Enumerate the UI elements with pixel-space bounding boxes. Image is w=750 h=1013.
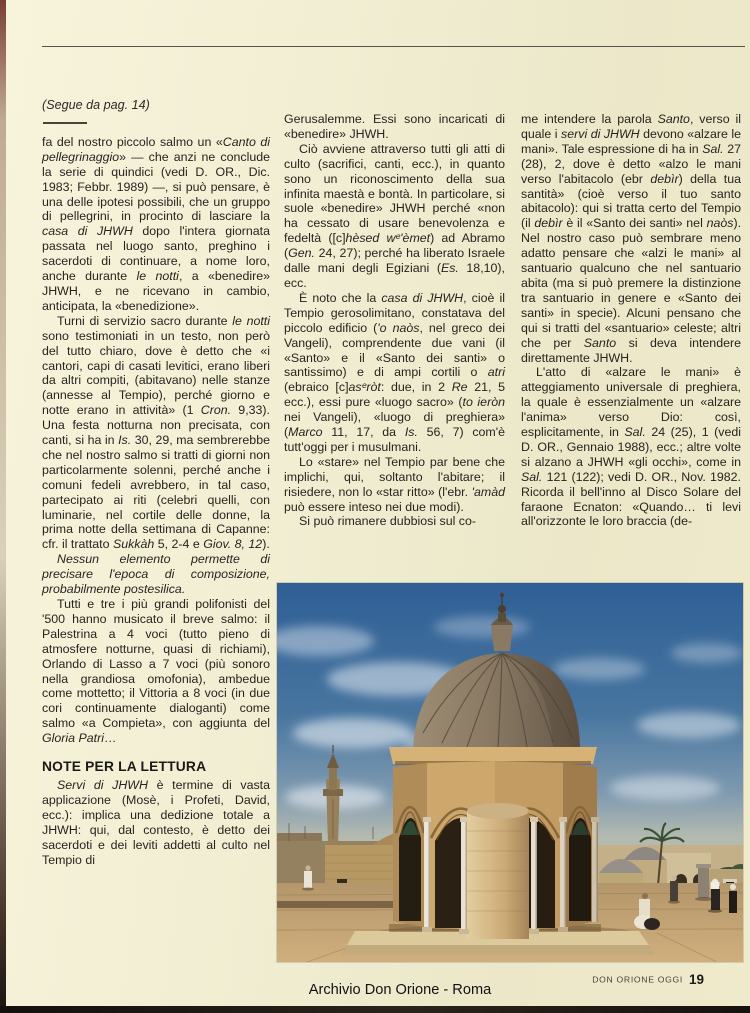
paragraph: Lo «stare» nel Tempio par bene che implichi, qui, soltanto l'abitare; il risiedere, non lo «star ritto» (l'ebr. 'amàd può essere inteso nei due modi). [284, 454, 505, 514]
column-left [42, 98, 270, 867]
paragraph: Tutti e tre i più grandi polifonisti del '500 hanno musicato il breve salmo: il Palestrina a 4 voci (tutto pieno di atmosfere notturne, quasi di richiami), Orlando di Lasso a 7 voci (più sonoro nella grandiosa omofonia), ambedue come mottetto; il Vittoria a 8 voci (in due cori continuamente dialoganti) come salmo «a Compieta», con aggiunta del Gloria Patri… [42, 597, 270, 746]
paragraph: Turni di servizio sacro durante le notti sono testimoniati in un testo, non però del tutto chiaro, dove è detto che «i cantori, capi di casati levitici, erano liberi da altri compiti, (abitavano) nelle stanze (annesse al Tempio), perché giorno e notte erano in attività» (1 Cron. 9,33). Una festa notturna non precisata, con canti, si ha in Is. 30, 29, ma sembrerebbe che nel nostro salmo si tratti di giorni non particolarmente solenni, perché anche i comuni fedeli avrebbero, in tal caso, partecipato ai riti (celebri quelli, con luminarie, nel cortile delle donne, la prima notte della settimana di Capanne: cfr. il trattato Sukkàh 5, 2-4 e Giov. 8, 12). [42, 313, 270, 552]
scan-edge-bottom [0, 1006, 750, 1013]
paragraph-italic: Nessun elemento permette di precisare l'epoca di composizione, probabilmente postesilica. [42, 552, 270, 597]
archive-caption: Archivio Don Orione - Roma [308, 982, 492, 998]
paragraph: L'atto di «alzare le mani» è atteggiamento universale di preghiera, la quale è essenzialmente un «alzare l'anima» verso Dio: così, esplicitamente, in Sal. 24 (25), 1 (vedi D. OR., Gennaio 1988), ecc.; altre volte si alzano a JHWH «gli occhi», come in Sal. 121 (122); vedi D. OR., Nov. 1982. Ricorda il bell'inno al Disco Solare del faraone Ecnaton: «Quando… ti levi all'orizzonte le loro braccia (de- [521, 365, 741, 529]
paragraph: Si può rimanere dubbiosi sul co- [299, 514, 477, 529]
top-rule [42, 46, 745, 47]
column-middle [284, 112, 505, 529]
stone-bench [277, 901, 395, 908]
paragraph: Gerusalemme. Essi sono incaricati di «benedire» JHWH. [284, 112, 505, 141]
paragraph: Ciò avviene attraverso tutti gli atti di culto (sacrifici, canti, ecc.), in quanto sono un riconoscimento della sua infinita maestà e bontà. In particolare, si suole «benedire» JHWH perché «non ha cessato di usare benevolenza e fedeltà ([c]hèsed wᵉ'èmet) ad Abramo (Gen. 24, 27); perché ha liberato Israele dalle mani degli Egiziani (Es. 18,10), ecc. [284, 141, 505, 290]
section-rule [43, 122, 87, 124]
magazine-name: DON ORIONE OGGI [592, 974, 683, 985]
paragraph: fa del nostro piccolo salmo un «Canto di pellegrinaggio» — che anzi ne conclude la serie di quindici (vedi D. OR., Dic. 1983; Febbr. 1989) —, si può pensare, è una delle ipotesi possibili, che un gruppo di pellegrini, in procinto di lasciare la casa di JHWH dopo l'intera giornata passata nel luogo santo, preghino i sacerdoti di continuare, a nome loro, anche durante le notti, a «benedire» JHWH, e ne ricevano in cambio, anticipata, la «benedizione». [42, 134, 271, 313]
paragraph: È noto che la casa di JHWH, cioè il Tempio gerosolimitano, constatava del piccolo edificio ('o naòs, nel greco dei Vangeli), comprendente due vani (il «Santo» e il «Santo dei santi» o santissimo) e di ampi cortili o atri (ebraico [c]asᵉròt: due, in 2 Re 21, 5 ecc.), essi pure «luogo sacro» (to ieròn nei Vangeli), «luogo di preghiera» (Marco 11, 17, da Is. 56, 7) com'è tutt'oggi per i musulmani. [284, 290, 505, 454]
scan-edge-left [0, 0, 6, 1013]
photo-illustration [277, 583, 743, 962]
continued-from-note: (Segue da pag. 14) [42, 98, 150, 112]
paragraph: Servi di JHWH è termine di vasta applicazione (Mosè, i Profeti, David, ecc.): implica una dedizione totale a JHWH: qui, dal contesto, è detto dei sacerdoti e dei leviti addetti al culto nel Tempio di [42, 777, 270, 867]
photo-jerusalem-edicule [277, 583, 743, 962]
paragraph: me intendere la parola Santo, verso il quale i servi di JHWH devono «alzare le mani». Tale espressione di ha in Sal. 27 (28), 2, dove è detto «alzo le mani verso l'abitacolo (ebr debìr) della tua santità» (cioè verso il tuo santo abitacolo): qui si tratta certo del Tempio (il debìr è il «Santo dei santi» nel naòs). Nel nostro caso può sembrare meno adatto pensare che «alzi le mani» al santuario qualcuno che nel santuario abita (ma si può premere la distinzione tra santuario in genere e «Santo dei santi» in specie). Alcuni pensano che qui si tratti del «santuario» celeste; altri che per Santo si deva intendere direttamente JHWH. [521, 112, 742, 365]
column-right [521, 112, 741, 529]
section-heading: NOTE PER LA LETTURA [42, 759, 207, 775]
page-number: 19 [688, 972, 704, 987]
